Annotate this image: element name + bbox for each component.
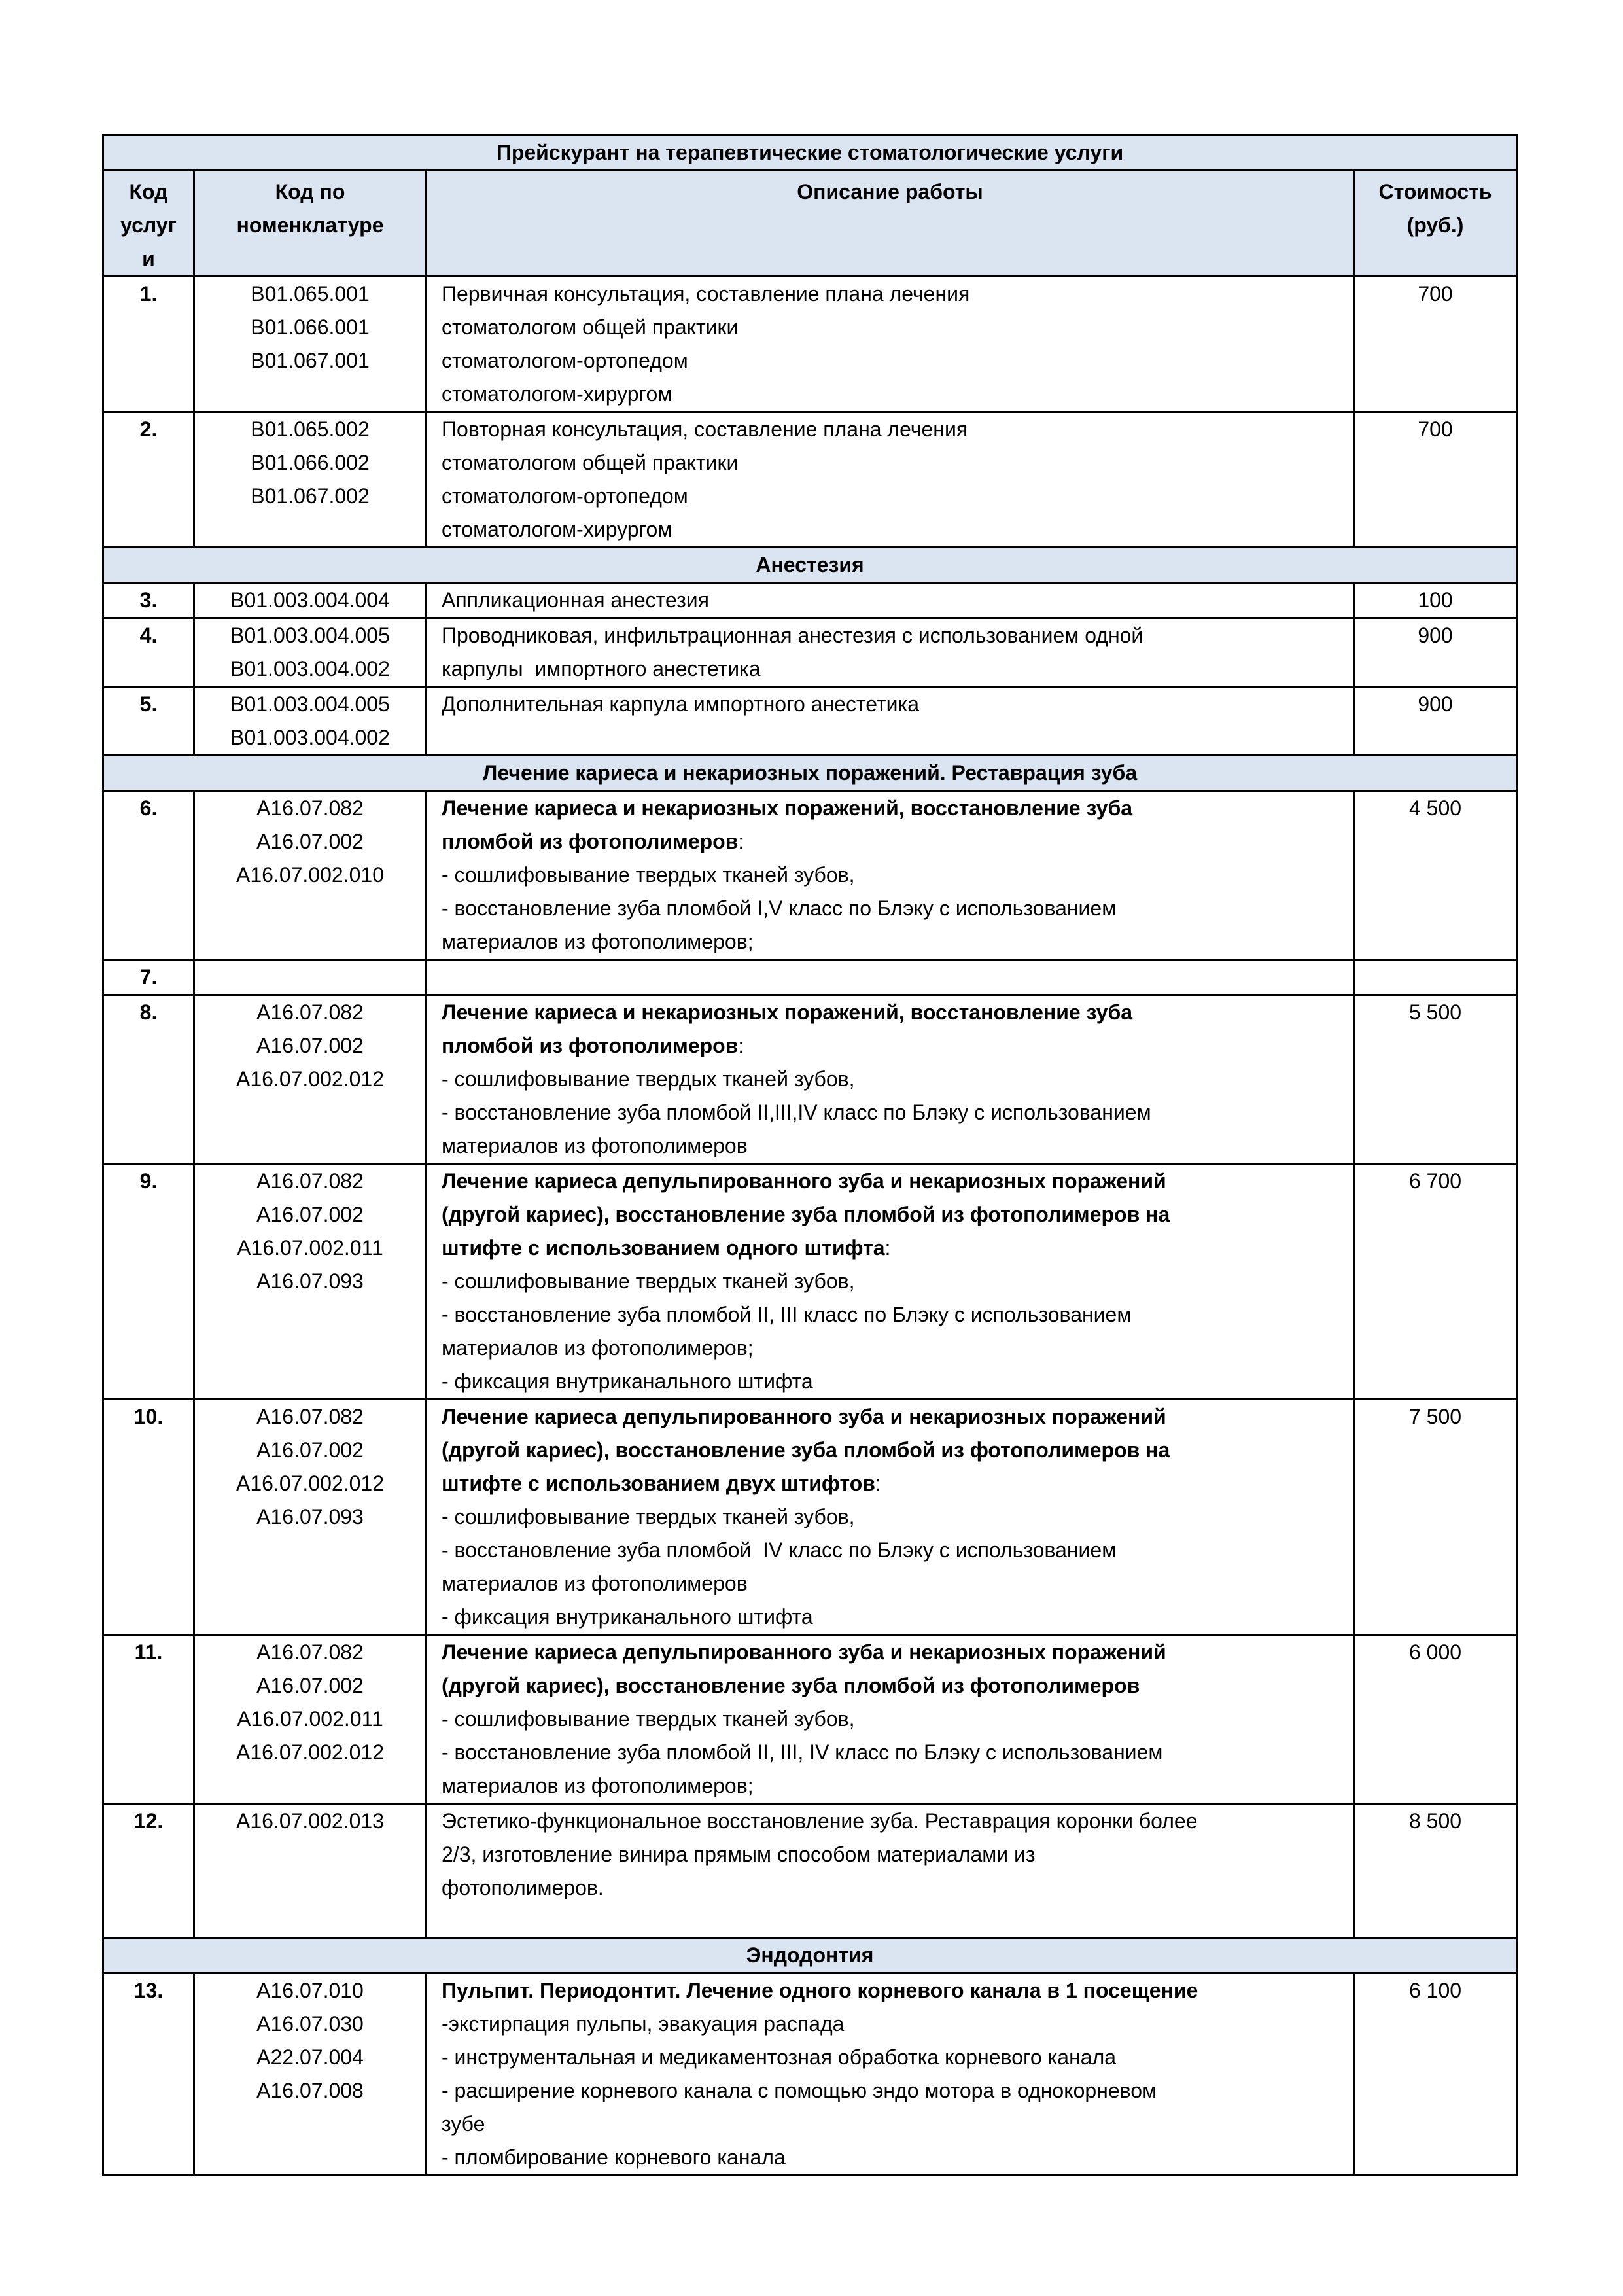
nomenclature-codes <box>194 687 427 756</box>
nomenclature-codes <box>194 995 427 1164</box>
table-row <box>103 412 1517 548</box>
nomenclature-code: A16.07.002 <box>256 1438 364 1462</box>
nomenclature-code: B01.003.004.004 <box>230 588 390 612</box>
nomenclature-code: A16.07.002.012 <box>236 1067 384 1091</box>
nomenclature-code: A16.07.002.011 <box>237 1236 383 1260</box>
table-row <box>103 618 1517 687</box>
nomenclature-code: A16.07.002 <box>256 1674 364 1697</box>
service-description <box>427 791 1354 960</box>
nomenclature-codes <box>194 1164 427 1400</box>
table-row <box>103 960 1517 995</box>
service-description <box>427 995 1354 1164</box>
header-nomenclature-code: Код по номенклатуре <box>194 171 427 277</box>
service-price: 700 <box>1354 277 1517 412</box>
description-line: Первичная консультация, составление плана лечения <box>442 282 970 306</box>
service-description <box>427 618 1354 687</box>
description-line: стоматологом общей практики <box>442 315 739 339</box>
header-service-code: Код услуг и <box>103 171 194 277</box>
table-row <box>103 1973 1517 2176</box>
header-price: Стоимость (руб.) <box>1354 171 1517 277</box>
nomenclature-codes <box>194 618 427 687</box>
nomenclature-code: A16.07.008 <box>256 2079 364 2102</box>
description-line: - восстановление зуба пломбой II, III, IV класс по Блэку с использованием <box>442 1740 1163 1764</box>
nomenclature-code: A16.07.002.012 <box>236 1472 384 1495</box>
nomenclature-code: B01.067.002 <box>251 484 370 508</box>
nomenclature-codes <box>194 1400 427 1635</box>
description-line: 2/3, изготовление винира прямым способом материалами из <box>442 1843 1036 1866</box>
table-row <box>103 277 1517 412</box>
nomenclature-code: A16.07.002 <box>256 1203 364 1226</box>
service-price: 7 500 <box>1354 1400 1517 1635</box>
nomenclature-code: A16.07.010 <box>256 1979 364 2002</box>
description-line: Дополнительная карпула импортного анестетика <box>442 692 920 716</box>
description-line: Проводниковая, инфильтрационная анестезия с использованием одной <box>442 624 1143 647</box>
nomenclature-code: A16.07.002.010 <box>236 863 384 887</box>
section-header-row <box>103 1938 1517 1973</box>
service-number: 10. <box>103 1400 194 1635</box>
service-description <box>427 1804 1354 1938</box>
service-description <box>427 1973 1354 2176</box>
nomenclature-code: A16.07.002.011 <box>237 1707 383 1731</box>
service-number: 12. <box>103 1804 194 1938</box>
nomenclature-code: A16.07.093 <box>256 1505 364 1528</box>
service-number: 1. <box>103 277 194 412</box>
description-line: - сошлифовывание твердых тканей зубов, <box>442 1269 855 1293</box>
description-line: - инструментальная и медикаментозная обработка корневого канала <box>442 2045 1117 2069</box>
nomenclature-code: A16.07.082 <box>256 1640 364 1664</box>
description-line: - сошлифовывание твердых тканей зубов, <box>442 863 855 887</box>
nomenclature-codes <box>194 583 427 618</box>
table-row <box>103 995 1517 1164</box>
description-line: Повторная консультация, составление плана лечения <box>442 417 968 441</box>
service-price: 6 700 <box>1354 1164 1517 1400</box>
section-title: Эндодонтия <box>103 1938 1517 1973</box>
description-line: (другой кариес), восстановление зуба пломбой из фотополимеров на <box>442 1438 1170 1462</box>
service-price: 100 <box>1354 583 1517 618</box>
service-price: 6 000 <box>1354 1635 1517 1804</box>
description-line: - сошлифовывание твердых тканей зубов, <box>442 1067 855 1091</box>
service-description <box>427 687 1354 756</box>
nomenclature-code: A16.07.082 <box>256 796 364 820</box>
service-description <box>427 1635 1354 1804</box>
table-row <box>103 1804 1517 1938</box>
nomenclature-code: A16.07.082 <box>256 1000 364 1024</box>
service-description <box>427 1400 1354 1635</box>
description-line: стоматологом-хирургом <box>442 518 672 541</box>
page-title: Прейскурант на терапевтические стоматологические услуги <box>103 135 1517 171</box>
description-line: - расширение корневого канала с помощью эндо мотора в однокорневом <box>442 2079 1157 2102</box>
table-row <box>103 687 1517 756</box>
description-line: - сошлифовывание твердых тканей зубов, <box>442 1707 855 1731</box>
service-price: 4 500 <box>1354 791 1517 960</box>
description-line: пломбой из фотополимеров: <box>442 1034 744 1057</box>
description-line: - пломбирование корневого канала <box>442 2146 786 2169</box>
nomenclature-code: B01.003.004.002 <box>230 657 390 680</box>
nomenclature-code: B01.067.001 <box>251 349 370 372</box>
service-number: 7. <box>103 960 194 995</box>
header-description: Описание работы <box>427 171 1354 277</box>
nomenclature-code: B01.066.002 <box>251 451 370 474</box>
description-line: Лечение кариеса депульпированного зуба и некариозных поражений <box>442 1169 1166 1193</box>
nomenclature-code: A16.07.002.012 <box>236 1740 384 1764</box>
description-line: Лечение кариеса депульпированного зуба и некариозных поражений <box>442 1640 1166 1664</box>
section-header-row <box>103 756 1517 791</box>
description-line: материалов из фотополимеров; <box>442 1336 754 1360</box>
service-price: 5 500 <box>1354 995 1517 1164</box>
table-title-row <box>103 135 1517 171</box>
description-line: материалов из фотополимеров; <box>442 1774 754 1797</box>
service-description <box>427 583 1354 618</box>
service-number: 3. <box>103 583 194 618</box>
description-line: материалов из фотополимеров; <box>442 930 754 953</box>
service-description <box>427 277 1354 412</box>
description-line: Пульпит. Периодонтит. Лечение одного корневого канала в 1 посещение <box>442 1979 1198 2002</box>
description-line: - восстановление зуба пломбой II,III,IV класс по Блэку с использованием <box>442 1101 1151 1124</box>
description-line: фотополимеров. <box>442 1876 604 1899</box>
section-title: Анестезия <box>103 548 1517 583</box>
description-line: - сошлифовывание твердых тканей зубов, <box>442 1505 855 1528</box>
description-line: штифте с использованием одного штифта: <box>442 1236 891 1260</box>
table-row <box>103 791 1517 960</box>
description-line: (другой кариес), восстановление зуба пломбой из фотополимеров на <box>442 1203 1170 1226</box>
service-number: 2. <box>103 412 194 548</box>
nomenclature-code: B01.003.004.005 <box>230 692 390 716</box>
description-line: Лечение кариеса и некариозных поражений, восстановление зуба <box>442 796 1133 820</box>
description-line: Лечение кариеса депульпированного зуба и некариозных поражений <box>442 1405 1166 1428</box>
price-list-table <box>102 134 1518 2176</box>
description-line: стоматологом общей практики <box>442 451 739 474</box>
nomenclature-code: A16.07.082 <box>256 1169 364 1193</box>
description-line: - фиксация внутриканального штифта <box>442 1605 813 1629</box>
description-line: Лечение кариеса и некариозных поражений, восстановление зуба <box>442 1000 1133 1024</box>
nomenclature-code: A16.07.030 <box>256 2012 364 2036</box>
service-number: 6. <box>103 791 194 960</box>
service-number: 8. <box>103 995 194 1164</box>
description-line: (другой кариес), восстановление зуба пломбой из фотополимеров <box>442 1674 1140 1697</box>
nomenclature-code: A16.07.002 <box>256 830 364 853</box>
service-price <box>1354 960 1517 995</box>
service-number: 9. <box>103 1164 194 1400</box>
service-number: 4. <box>103 618 194 687</box>
nomenclature-code: B01.065.002 <box>251 417 370 441</box>
description-line: стоматологом-ортопедом <box>442 349 688 372</box>
description-line: материалов из фотополимеров <box>442 1572 748 1595</box>
section-title: Лечение кариеса и некариозных поражений. Реставрация зуба <box>103 756 1517 791</box>
nomenclature-codes <box>194 791 427 960</box>
nomenclature-code: B01.003.004.002 <box>230 726 390 749</box>
nomenclature-code: B01.066.001 <box>251 315 370 339</box>
nomenclature-codes <box>194 1973 427 2176</box>
description-line: - восстановление зуба пломбой II, III класс по Блэку с использованием <box>442 1303 1132 1326</box>
service-description <box>427 412 1354 548</box>
nomenclature-codes <box>194 1635 427 1804</box>
service-number: 5. <box>103 687 194 756</box>
nomenclature-codes <box>194 960 427 995</box>
service-number: 13. <box>103 1973 194 2176</box>
description-line: материалов из фотополимеров <box>442 1134 748 1157</box>
service-description <box>427 1164 1354 1400</box>
nomenclature-code: A22.07.004 <box>256 2045 364 2069</box>
service-price: 6 100 <box>1354 1973 1517 2176</box>
table-row <box>103 1635 1517 1804</box>
nomenclature-code: B01.065.001 <box>251 282 370 306</box>
table-row <box>103 1164 1517 1400</box>
description-line: - восстановление зуба пломбой IV класс по Блэку с использованием <box>442 1538 1117 1562</box>
nomenclature-code: A16.07.002.013 <box>236 1809 384 1833</box>
service-price: 8 500 <box>1354 1804 1517 1938</box>
description-line: карпулы импортного анестетика <box>442 657 761 680</box>
table-row <box>103 583 1517 618</box>
section-header-row <box>103 548 1517 583</box>
table-row <box>103 1400 1517 1635</box>
service-price: 900 <box>1354 618 1517 687</box>
service-price: 900 <box>1354 687 1517 756</box>
description-line: штифте с использованием двух штифтов: <box>442 1472 881 1495</box>
description-line: -экстирпация пульпы, эвакуация распада <box>442 2012 845 2036</box>
nomenclature-codes <box>194 277 427 412</box>
description-line: стоматологом-хирургом <box>442 382 672 406</box>
nomenclature-code: B01.003.004.005 <box>230 624 390 647</box>
description-line: - фиксация внутриканального штифта <box>442 1369 813 1393</box>
nomenclature-code: A16.07.093 <box>256 1269 364 1293</box>
description-line: - восстановление зуба пломбой I,V класс по Блэку с использованием <box>442 896 1117 920</box>
description-line: стоматологом-ортопедом <box>442 484 688 508</box>
nomenclature-code: A16.07.082 <box>256 1405 364 1428</box>
description-line: пломбой из фотополимеров: <box>442 830 744 853</box>
description-line: зубе <box>442 2112 485 2136</box>
nomenclature-codes <box>194 1804 427 1938</box>
nomenclature-codes <box>194 412 427 548</box>
table-header-row <box>103 171 1517 277</box>
service-price: 700 <box>1354 412 1517 548</box>
service-number: 11. <box>103 1635 194 1804</box>
description-line: Эстетико-функциональное восстановление зуба. Реставрация коронки более <box>442 1809 1198 1833</box>
description-line: Аппликационная анестезия <box>442 588 709 612</box>
service-description <box>427 960 1354 995</box>
nomenclature-code: A16.07.002 <box>256 1034 364 1057</box>
